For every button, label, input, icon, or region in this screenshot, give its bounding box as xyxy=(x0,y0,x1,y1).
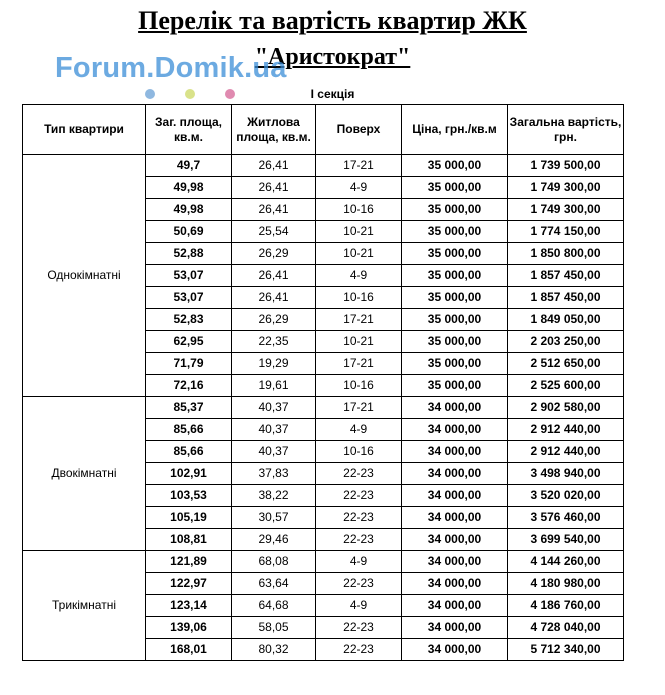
price-cell: 34 000,00 xyxy=(402,639,508,661)
floor-cell: 4-9 xyxy=(316,551,402,573)
apartments-table xyxy=(22,104,624,661)
total-area-cell: 49,98 xyxy=(146,199,232,221)
living-area-cell: 22,35 xyxy=(232,331,316,353)
table-row xyxy=(23,397,624,419)
floor-cell: 17-21 xyxy=(316,397,402,419)
price-cell: 34 000,00 xyxy=(402,529,508,551)
total-area-cell: 108,81 xyxy=(146,529,232,551)
living-area-cell: 26,41 xyxy=(232,177,316,199)
floor-cell: 4-9 xyxy=(316,595,402,617)
price-cell: 34 000,00 xyxy=(402,595,508,617)
living-area-cell: 19,61 xyxy=(232,375,316,397)
total-area-cell: 52,88 xyxy=(146,243,232,265)
total-area-cell: 121,89 xyxy=(146,551,232,573)
total-cost-cell: 4 728 040,00 xyxy=(508,617,624,639)
floor-cell: 10-21 xyxy=(316,221,402,243)
living-area-cell: 30,57 xyxy=(232,507,316,529)
floor-cell: 4-9 xyxy=(316,177,402,199)
total-area-cell: 53,07 xyxy=(146,265,232,287)
total-area-cell: 85,66 xyxy=(146,419,232,441)
living-area-cell: 68,08 xyxy=(232,551,316,573)
table-row xyxy=(23,551,624,573)
total-area-cell: 49,7 xyxy=(146,155,232,177)
total-cost-cell: 3 576 460,00 xyxy=(508,507,624,529)
apartment-type-cell: Двокімнатні xyxy=(23,397,146,551)
watermark-logo: Forum.Domik.ua xyxy=(55,52,287,84)
living-area-cell: 38,22 xyxy=(232,485,316,507)
price-cell: 35 000,00 xyxy=(402,331,508,353)
floor-cell: 10-16 xyxy=(316,287,402,309)
total-cost-cell: 1 774 150,00 xyxy=(508,221,624,243)
price-cell: 35 000,00 xyxy=(402,353,508,375)
floor-cell: 10-21 xyxy=(316,331,402,353)
price-cell: 34 000,00 xyxy=(402,441,508,463)
living-area-cell: 26,41 xyxy=(232,155,316,177)
price-cell: 35 000,00 xyxy=(402,221,508,243)
total-cost-cell: 2 203 250,00 xyxy=(508,331,624,353)
living-area-cell: 26,29 xyxy=(232,309,316,331)
living-area-cell: 29,46 xyxy=(232,529,316,551)
total-cost-cell: 1 857 450,00 xyxy=(508,287,624,309)
floor-cell: 10-16 xyxy=(316,375,402,397)
price-cell: 35 000,00 xyxy=(402,199,508,221)
price-cell: 34 000,00 xyxy=(402,617,508,639)
total-area-cell: 72,16 xyxy=(146,375,232,397)
header-total-area: Заг. площа, кв.м. xyxy=(146,105,232,155)
total-cost-cell: 2 912 440,00 xyxy=(508,419,624,441)
total-cost-cell: 1 739 500,00 xyxy=(508,155,624,177)
total-cost-cell: 1 849 050,00 xyxy=(508,309,624,331)
total-cost-cell: 1 749 300,00 xyxy=(508,177,624,199)
table-row xyxy=(23,155,624,177)
price-cell: 35 000,00 xyxy=(402,375,508,397)
price-cell: 35 000,00 xyxy=(402,155,508,177)
total-area-cell: 122,97 xyxy=(146,573,232,595)
header-living-area: Житлова площа, кв.м. xyxy=(232,105,316,155)
total-area-cell: 52,83 xyxy=(146,309,232,331)
total-area-cell: 168,01 xyxy=(146,639,232,661)
price-cell: 35 000,00 xyxy=(402,309,508,331)
total-cost-cell: 2 902 580,00 xyxy=(508,397,624,419)
floor-cell: 22-23 xyxy=(316,485,402,507)
floor-cell: 22-23 xyxy=(316,529,402,551)
floor-cell: 10-21 xyxy=(316,243,402,265)
total-area-cell: 105,19 xyxy=(146,507,232,529)
section-label: І секція xyxy=(310,87,355,101)
floor-cell: 4-9 xyxy=(316,265,402,287)
price-cell: 35 000,00 xyxy=(402,177,508,199)
price-cell: 34 000,00 xyxy=(402,507,508,529)
header-floor: Поверх xyxy=(316,105,402,155)
living-area-cell: 40,37 xyxy=(232,441,316,463)
total-cost-cell: 3 699 540,00 xyxy=(508,529,624,551)
total-cost-cell: 4 180 980,00 xyxy=(508,573,624,595)
header-total-cost: Загальна вартість, грн. xyxy=(508,105,624,155)
living-area-cell: 58,05 xyxy=(232,617,316,639)
floor-cell: 10-16 xyxy=(316,441,402,463)
total-cost-cell: 4 186 760,00 xyxy=(508,595,624,617)
apartment-type-cell: Трикімнатні xyxy=(23,551,146,661)
living-area-cell: 26,29 xyxy=(232,243,316,265)
price-cell: 34 000,00 xyxy=(402,463,508,485)
living-area-cell: 26,41 xyxy=(232,287,316,309)
total-cost-cell: 2 512 650,00 xyxy=(508,353,624,375)
total-cost-cell: 2 525 600,00 xyxy=(508,375,624,397)
total-area-cell: 85,66 xyxy=(146,441,232,463)
living-area-cell: 64,68 xyxy=(232,595,316,617)
total-cost-cell: 1 857 450,00 xyxy=(508,265,624,287)
apartment-type-cell: Однокімнатні xyxy=(23,155,146,397)
title-text: Перелік та вартість квартир ЖК xyxy=(138,6,527,35)
total-cost-cell: 1 850 800,00 xyxy=(508,243,624,265)
total-cost-cell: 4 144 260,00 xyxy=(508,551,624,573)
total-area-cell: 53,07 xyxy=(146,287,232,309)
total-area-cell: 49,98 xyxy=(146,177,232,199)
living-area-cell: 25,54 xyxy=(232,221,316,243)
floor-cell: 17-21 xyxy=(316,353,402,375)
total-area-cell: 71,79 xyxy=(146,353,232,375)
price-cell: 34 000,00 xyxy=(402,573,508,595)
total-cost-cell: 3 520 020,00 xyxy=(508,485,624,507)
total-area-cell: 62,95 xyxy=(146,331,232,353)
total-area-cell: 103,53 xyxy=(146,485,232,507)
living-area-cell: 26,41 xyxy=(232,265,316,287)
subtitle-text: "Аристократ" xyxy=(254,44,411,70)
price-cell: 34 000,00 xyxy=(402,397,508,419)
living-area-cell: 80,32 xyxy=(232,639,316,661)
living-area-cell: 63,64 xyxy=(232,573,316,595)
total-cost-cell: 1 749 300,00 xyxy=(508,199,624,221)
total-cost-cell: 3 498 940,00 xyxy=(508,463,624,485)
living-area-cell: 26,41 xyxy=(232,199,316,221)
page-title xyxy=(0,6,665,36)
living-area-cell: 37,83 xyxy=(232,463,316,485)
total-area-cell: 123,14 xyxy=(146,595,232,617)
living-area-cell: 40,37 xyxy=(232,397,316,419)
floor-cell: 22-23 xyxy=(316,573,402,595)
living-area-cell: 19,29 xyxy=(232,353,316,375)
table-header-row xyxy=(23,105,624,155)
total-cost-cell: 2 912 440,00 xyxy=(508,441,624,463)
floor-cell: 22-23 xyxy=(316,463,402,485)
price-cell: 35 000,00 xyxy=(402,287,508,309)
price-cell: 34 000,00 xyxy=(402,551,508,573)
floor-cell: 22-23 xyxy=(316,507,402,529)
floor-cell: 10-16 xyxy=(316,199,402,221)
table-body xyxy=(23,155,624,661)
floor-cell: 22-23 xyxy=(316,617,402,639)
total-area-cell: 50,69 xyxy=(146,221,232,243)
total-cost-cell: 5 712 340,00 xyxy=(508,639,624,661)
header-price: Ціна, грн./кв.м xyxy=(402,105,508,155)
floor-cell: 17-21 xyxy=(316,309,402,331)
floor-cell: 22-23 xyxy=(316,639,402,661)
total-area-cell: 102,91 xyxy=(146,463,232,485)
total-area-cell: 139,06 xyxy=(146,617,232,639)
price-cell: 35 000,00 xyxy=(402,243,508,265)
price-cell: 34 000,00 xyxy=(402,419,508,441)
living-area-cell: 40,37 xyxy=(232,419,316,441)
floor-cell: 17-21 xyxy=(316,155,402,177)
price-cell: 35 000,00 xyxy=(402,265,508,287)
total-area-cell: 85,37 xyxy=(146,397,232,419)
price-cell: 34 000,00 xyxy=(402,485,508,507)
header-type: Тип квартири xyxy=(23,105,146,155)
floor-cell: 4-9 xyxy=(316,419,402,441)
